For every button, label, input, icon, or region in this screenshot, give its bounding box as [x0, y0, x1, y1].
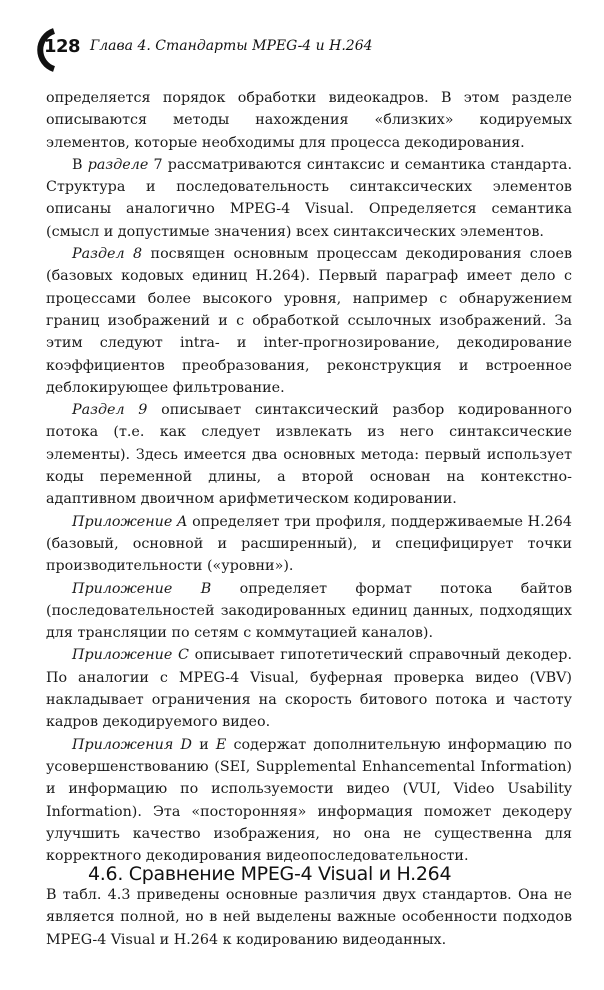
paragraph-lead: Приложение B [72, 580, 212, 597]
paragraph-lead: Раздел 9 [72, 402, 148, 419]
paragraph [46, 884, 572, 951]
paragraph-text: определяется порядок обработки видеокадров. В этом разделе описываются методы нахождения «близких» кодируемых элементов, которые необходимы для процесса декодирования. [46, 90, 572, 151]
paragraph [46, 243, 572, 399]
main-text [46, 87, 572, 867]
paragraph-text: содержат дополнительную информацию по усовершенствованию (SEI, Supplemental Enhancemental Information) и информацию по используемости видео (VUI, Video Usability Information). Эта «посторонняя» информация поможет декодеру улучшить качество изображения, но она не существенна для корректного декодирования видеопоследовательности. [46, 736, 573, 865]
paragraph-lead-joiner: и [192, 736, 216, 753]
paragraph-text: В табл. 4.3 приведены основные различия двух стандартов. Она не является полной, но в ней выделены важные особенности подходов MPEG-4 Visual и H.264 к кодированию видеоданных. [46, 887, 572, 948]
paragraph-lead: Приложение C [72, 647, 189, 664]
running-title: Глава 4. Стандарты MPEG-4 и H.264 [90, 38, 373, 54]
page-number: 128 [44, 36, 81, 57]
paragraph-lead: Раздел 8 [72, 246, 143, 263]
paragraph-lead: Приложение A [72, 513, 188, 530]
paragraph-lead-prefix: В [72, 156, 88, 173]
paragraph [46, 511, 572, 578]
paragraph [46, 734, 572, 868]
running-header [24, 28, 584, 72]
paragraph-text: 7 рассматриваются синтаксис и семантика стандарта. Структура и последовательность синтаксических элементов описаны аналогично MPEG-4 Visual. Определяется семантика (смысл и допустимые значения) всех синтаксических элементов. [46, 156, 572, 240]
paragraph-text: определяет три профиля, поддерживаемые H.264 (базовый, основной и расширенный), и специфицирует точки производительности («уровни»). [46, 513, 572, 575]
paragraph [46, 578, 572, 645]
paragraph [46, 154, 572, 243]
paragraph [46, 399, 572, 510]
paragraph-lead: разделе [87, 156, 149, 173]
section-text [46, 884, 572, 951]
paragraph [46, 87, 572, 154]
paragraph [46, 644, 572, 733]
section-heading: 4.6. Сравнение MPEG-4 Visual и H.264 [88, 862, 452, 885]
paragraph-text: определяет формат потока байтов (последовательностей закодированных единиц данных, подходящих для трансляции по сетям с коммутацией каналов). [46, 580, 572, 642]
paragraph-text: описывает гипотетический справочный декодер. По аналогии с MPEG-4 Visual, буферная проверка видео (VBV) накладывает ограничения на скорость битового потока и частоту кадров декодируемого видео. [46, 647, 573, 731]
paragraph-lead-second: E [215, 736, 227, 753]
paragraph-text: описывает синтаксический разбор кодированного потока (т.е. как следует извлекать из него синтаксические элементы). Здесь имеется два основных метода: первый использует коды переменной длины, а второй основан на контекстно-адаптивном двоичном арифметическом кодировании. [46, 402, 572, 508]
paragraph-text: посвящен основным процессам декодирования слоев (базовых кодовых единиц H.264). Первый параграф имеет дело с процессами более высокого уровня, например с обнаружением границ изображений и с обработкой ссылочных изображений. За этим следуют intra- и inter-прогнозирование, декодирование коэффициентов преобразования, реконструкция и встроенное деблокирующее фильтрование. [46, 246, 572, 396]
paragraph-lead: Приложения D [72, 736, 192, 753]
